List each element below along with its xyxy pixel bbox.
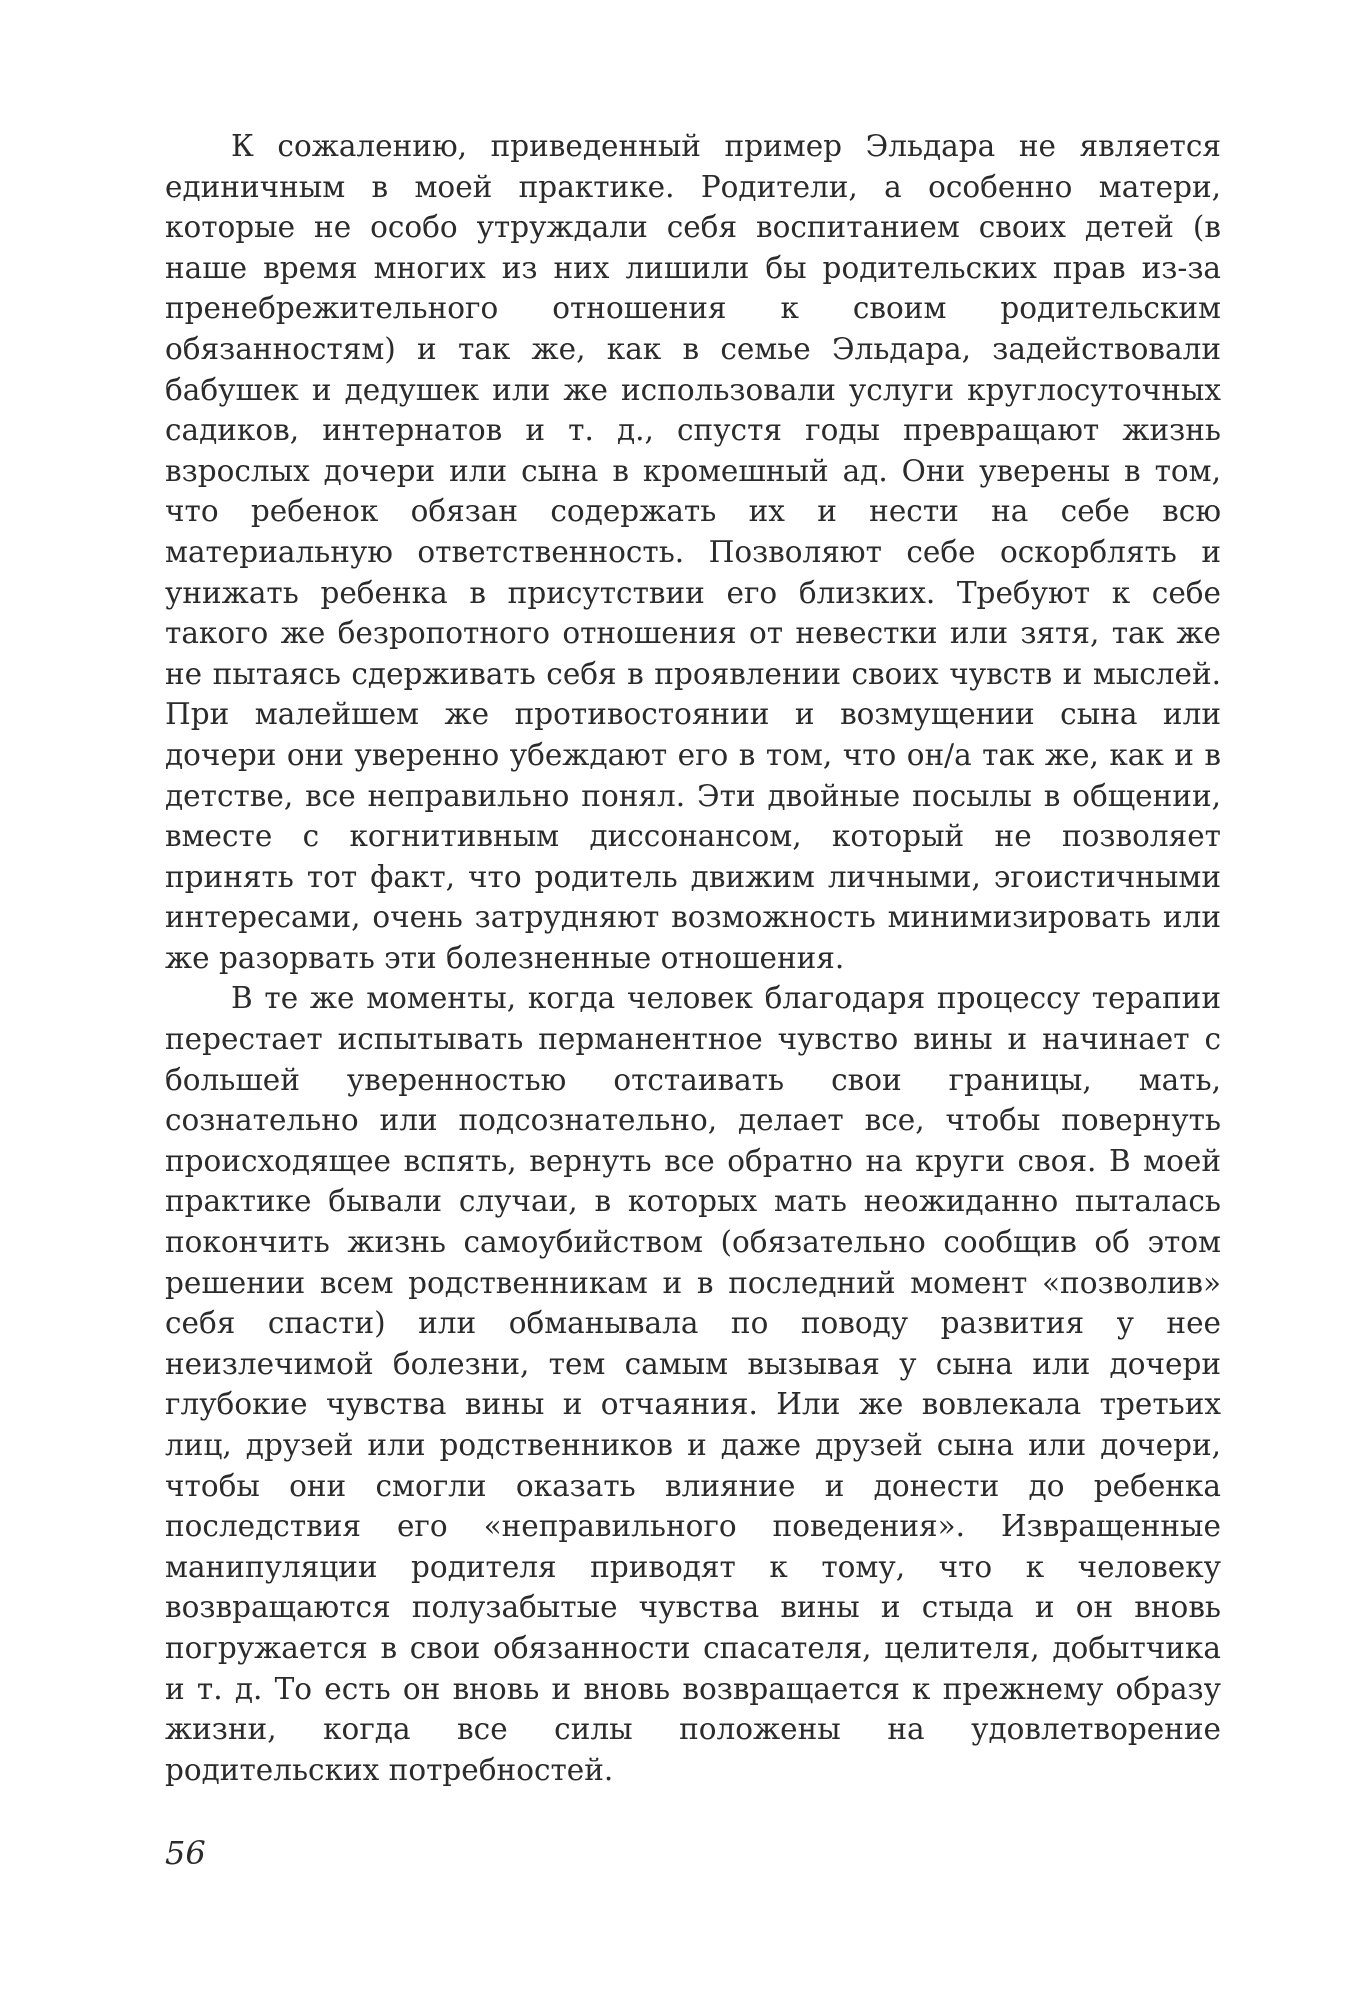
paragraph-2: В те же моменты, когда человек благодаря процессу терапии перестает испытывать перманентное чувство вины и начинает с большей уверенностью отстаивать свои границы, мать, сознательно или подсознательно, делает все, чтобы повернуть происходящее вспять, вернуть все обратно на круги своя. В моей практике бывали случаи, в которых мать неожиданно пыталась покончить жизнь самоубийством (обязательно сообщив об этом решении всем родственникам и в последний момент «позволив» себя спасти) или обманывала по поводу развития у нее неизлечимой болезни, тем самым вызывая у сына или дочери глубокие чувства вины и отчаяния. Или же вовлекала третьих лиц, друзей или родственников и даже друзей сына или дочери, чтобы они смогли оказать влияние и донести до ребенка последствия его «неправильного поведения». Извращенные манипуляции родителя приводят к тому, что к человеку возвращаются полузабытые чувства вины и стыда и он вновь погружается в свои обязанности спасателя, целителя, добытчика и т. д. То есть он вновь и вновь возвращается к прежнему образу жизни, когда все силы положены на удовлетворение родительских потребностей. <box>165 981 1221 1787</box>
page-number: 56 <box>165 1834 206 1872</box>
body-text <box>165 126 1221 1790</box>
paragraph-1: К сожалению, приведенный пример Эльдара не является единичным в моей практике. Родители, а особенно матери, которые не особо утруждали себя воспитанием своих детей (в наше время многих из них лишили бы родительских прав из-за пренебрежительного отношения к своим родительским обязанностям) и так же, как в семье Эльдара, задействовали бабушек и дедушек или же использовали услуги круглосуточных садиков, интернатов и т. д., спустя годы превращают жизнь взрослых дочери или сына в кромешный ад. Они уверены в том, что ребенок обязан содержать их и нести на себе всю материальную ответственность. Позволяют себе оскорблять и унижать ребенка в присутствии его близких. Требуют к себе такого же безропотного отношения от невестки или зятя, так же не пытаясь сдерживать себя в проявлении своих чувств и мыслей. При малейшем же противостоянии и возмущении сына или дочери они уверенно убеждают его в том, что он/а так же, как и в детстве, все неправильно понял. Эти двойные посылы в общении, вместе с когнитивным диссонансом, который не позволяет принять тот факт, что родитель движим личными, эгоистичными интересами, очень затрудняют возможность минимизировать или же разорвать эти болезненные отношения. <box>165 129 1221 975</box>
